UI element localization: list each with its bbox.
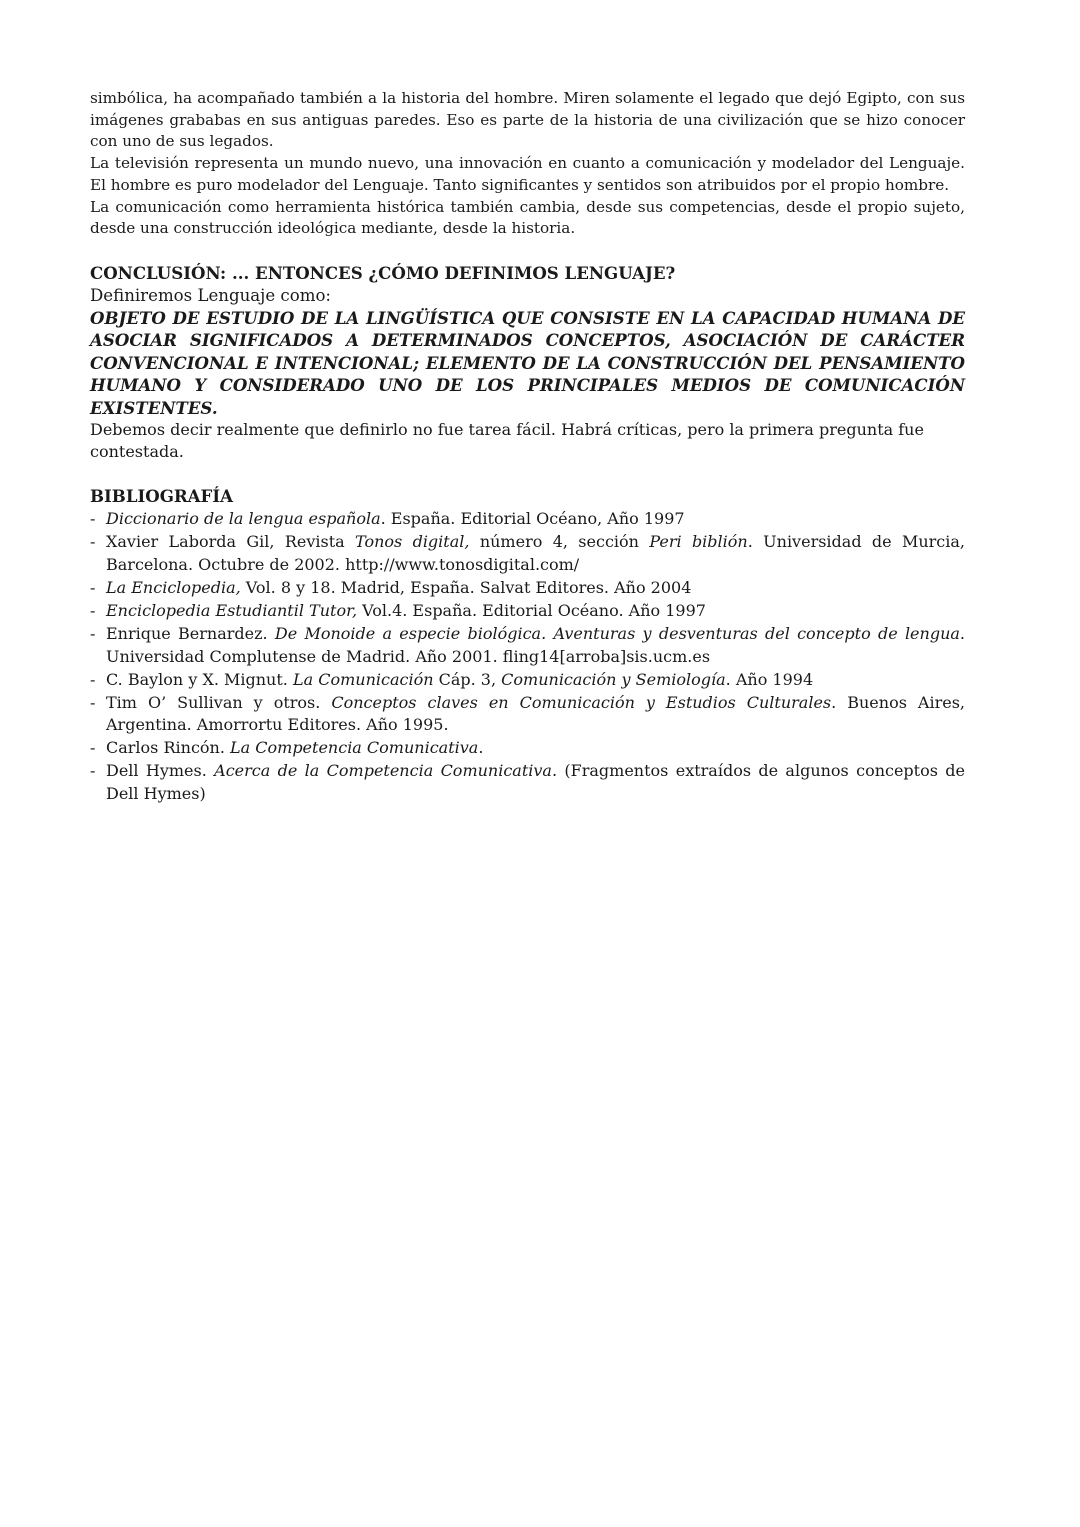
ref-text: . Año 1994 (725, 669, 814, 689)
bibliography-item (90, 692, 965, 737)
ref-title: La Comunicación (292, 669, 434, 689)
bibliography-item (90, 737, 965, 760)
ref-title: Peri biblión (649, 532, 748, 552)
ref-title: La Enciclopedia, (106, 577, 241, 597)
ref-title: Diccionario de la lengua española (106, 509, 381, 529)
bibliography-heading: BIBLIOGRAFÍA (90, 486, 233, 507)
ref-title: Tonos digital, (355, 532, 470, 552)
ref-text: número 4, sección (469, 532, 650, 552)
bibliography-item (90, 600, 965, 623)
ref-text: . España. Editorial Océano, Año 1997 (380, 509, 685, 529)
ref-title: Conceptos claves en Comunicación y Estudios Culturales (331, 692, 832, 712)
ref-text: Enrique Bernardez. (106, 623, 275, 643)
ref-text: . Universidad de Murcia, Barcelona. Octubre de 2002. http://www.tonosdigital.com/ (106, 532, 966, 574)
ref-text: C. Baylon y X. Mignut. (106, 669, 293, 689)
ref-text: Tim O’ Sullivan y otros. (106, 692, 332, 712)
ref-title: Enciclopedia Estudiantil Tutor, (106, 600, 358, 620)
bibliography-section (90, 484, 965, 805)
conclusion-lead: Definiremos Lenguaje como: (90, 285, 332, 305)
section-spacer (90, 240, 965, 261)
ref-text: Xavier Laborda Gil, Revista (106, 532, 356, 552)
conclusion-section (90, 261, 965, 464)
ref-text: . Buenos Aires, Argentina. Amorrortu Editores. Año 1995. (106, 692, 965, 735)
ref-title: Comunicación y Semiología (501, 669, 726, 689)
bibliography-list (90, 508, 965, 805)
ref-text: . (Fragmentos extraídos de algunos conceptos de Dell Hymes) (106, 761, 965, 803)
ref-title: Acerca de la Competencia Comunicativa (214, 761, 552, 781)
conclusion-closing: Debemos decir realmente que definirlo no fue tarea fácil. Habrá críticas, pero la primera pregunta fue contestada. (90, 420, 924, 462)
bibliography-item (90, 760, 965, 805)
ref-title: La Competencia Comunicativa (230, 738, 479, 758)
ref-text: . Universidad Complutense de Madrid. Año 2001. fling14[arroba]sis.ucm.es (106, 623, 966, 666)
intro-paragraph: simbólica, ha acompañado también a la historia del hombre. Miren solamente el legado que dejó Egipto, con sus imágenes grababas en sus antiguas paredes. Eso es parte de la historia de una civilización que se hizo conocer con uno de sus legados. (90, 89, 965, 151)
bibliography-item (90, 669, 965, 692)
conclusion-heading: CONCLUSIÓN: ... ENTONCES ¿CÓMO DEFINIMOS LENGUAJE? (90, 262, 676, 283)
ref-text: Dell Hymes. (106, 761, 215, 781)
bibliography-item (90, 577, 965, 600)
language-definition: OBJETO DE ESTUDIO DE LA LINGÜÍSTICA QUE CONSISTE EN LA CAPACIDAD HUMANA DE ASOCIAR SIGNIFICADOS A DETERMINADOS CONCEPTOS, ASOCIACIÓN DE CARÁCTER CONVENCIONAL E INTENCIONAL; ELEMENTO DE LA CONSTRUCCIÓN DEL PENSAMIENTO HUMANO Y CONSIDERADO UNO DE LOS PRINCIPALES MEDIOS DE COMUNICACIÓN EXISTENTES. (90, 307, 965, 418)
document-page (90, 88, 965, 806)
intro-paragraph: La televisión representa un mundo nuevo, una innovación en cuanto a comunicación y modelador del Lenguaje. El hombre es puro modelador del Lenguaje. Tanto significantes y sentidos son atribuidos por el propio hombre. (90, 154, 965, 194)
bibliography-item (90, 508, 965, 531)
ref-title: De Monoide a especie biológica. Aventuras y desventuras del concepto de lengua (274, 623, 960, 643)
ref-text: Cáp. 3, (433, 669, 502, 689)
ref-text: Carlos Rincón. (106, 738, 231, 758)
intro-section (90, 88, 965, 240)
intro-paragraph: La comunicación como herramienta histórica también cambia, desde sus competencias, desde el propio sujeto, desde una construcción ideológica mediante, desde la historia. (90, 197, 965, 238)
bibliography-item (90, 531, 965, 576)
ref-text: . (478, 738, 484, 758)
ref-text: Vol. 8 y 18. Madrid, España. Salvat Editores. Año 2004 (240, 577, 692, 597)
bibliography-item (90, 623, 965, 668)
ref-text: Vol.4. España. Editorial Océano. Año 1997 (357, 600, 706, 620)
section-spacer (90, 463, 965, 484)
